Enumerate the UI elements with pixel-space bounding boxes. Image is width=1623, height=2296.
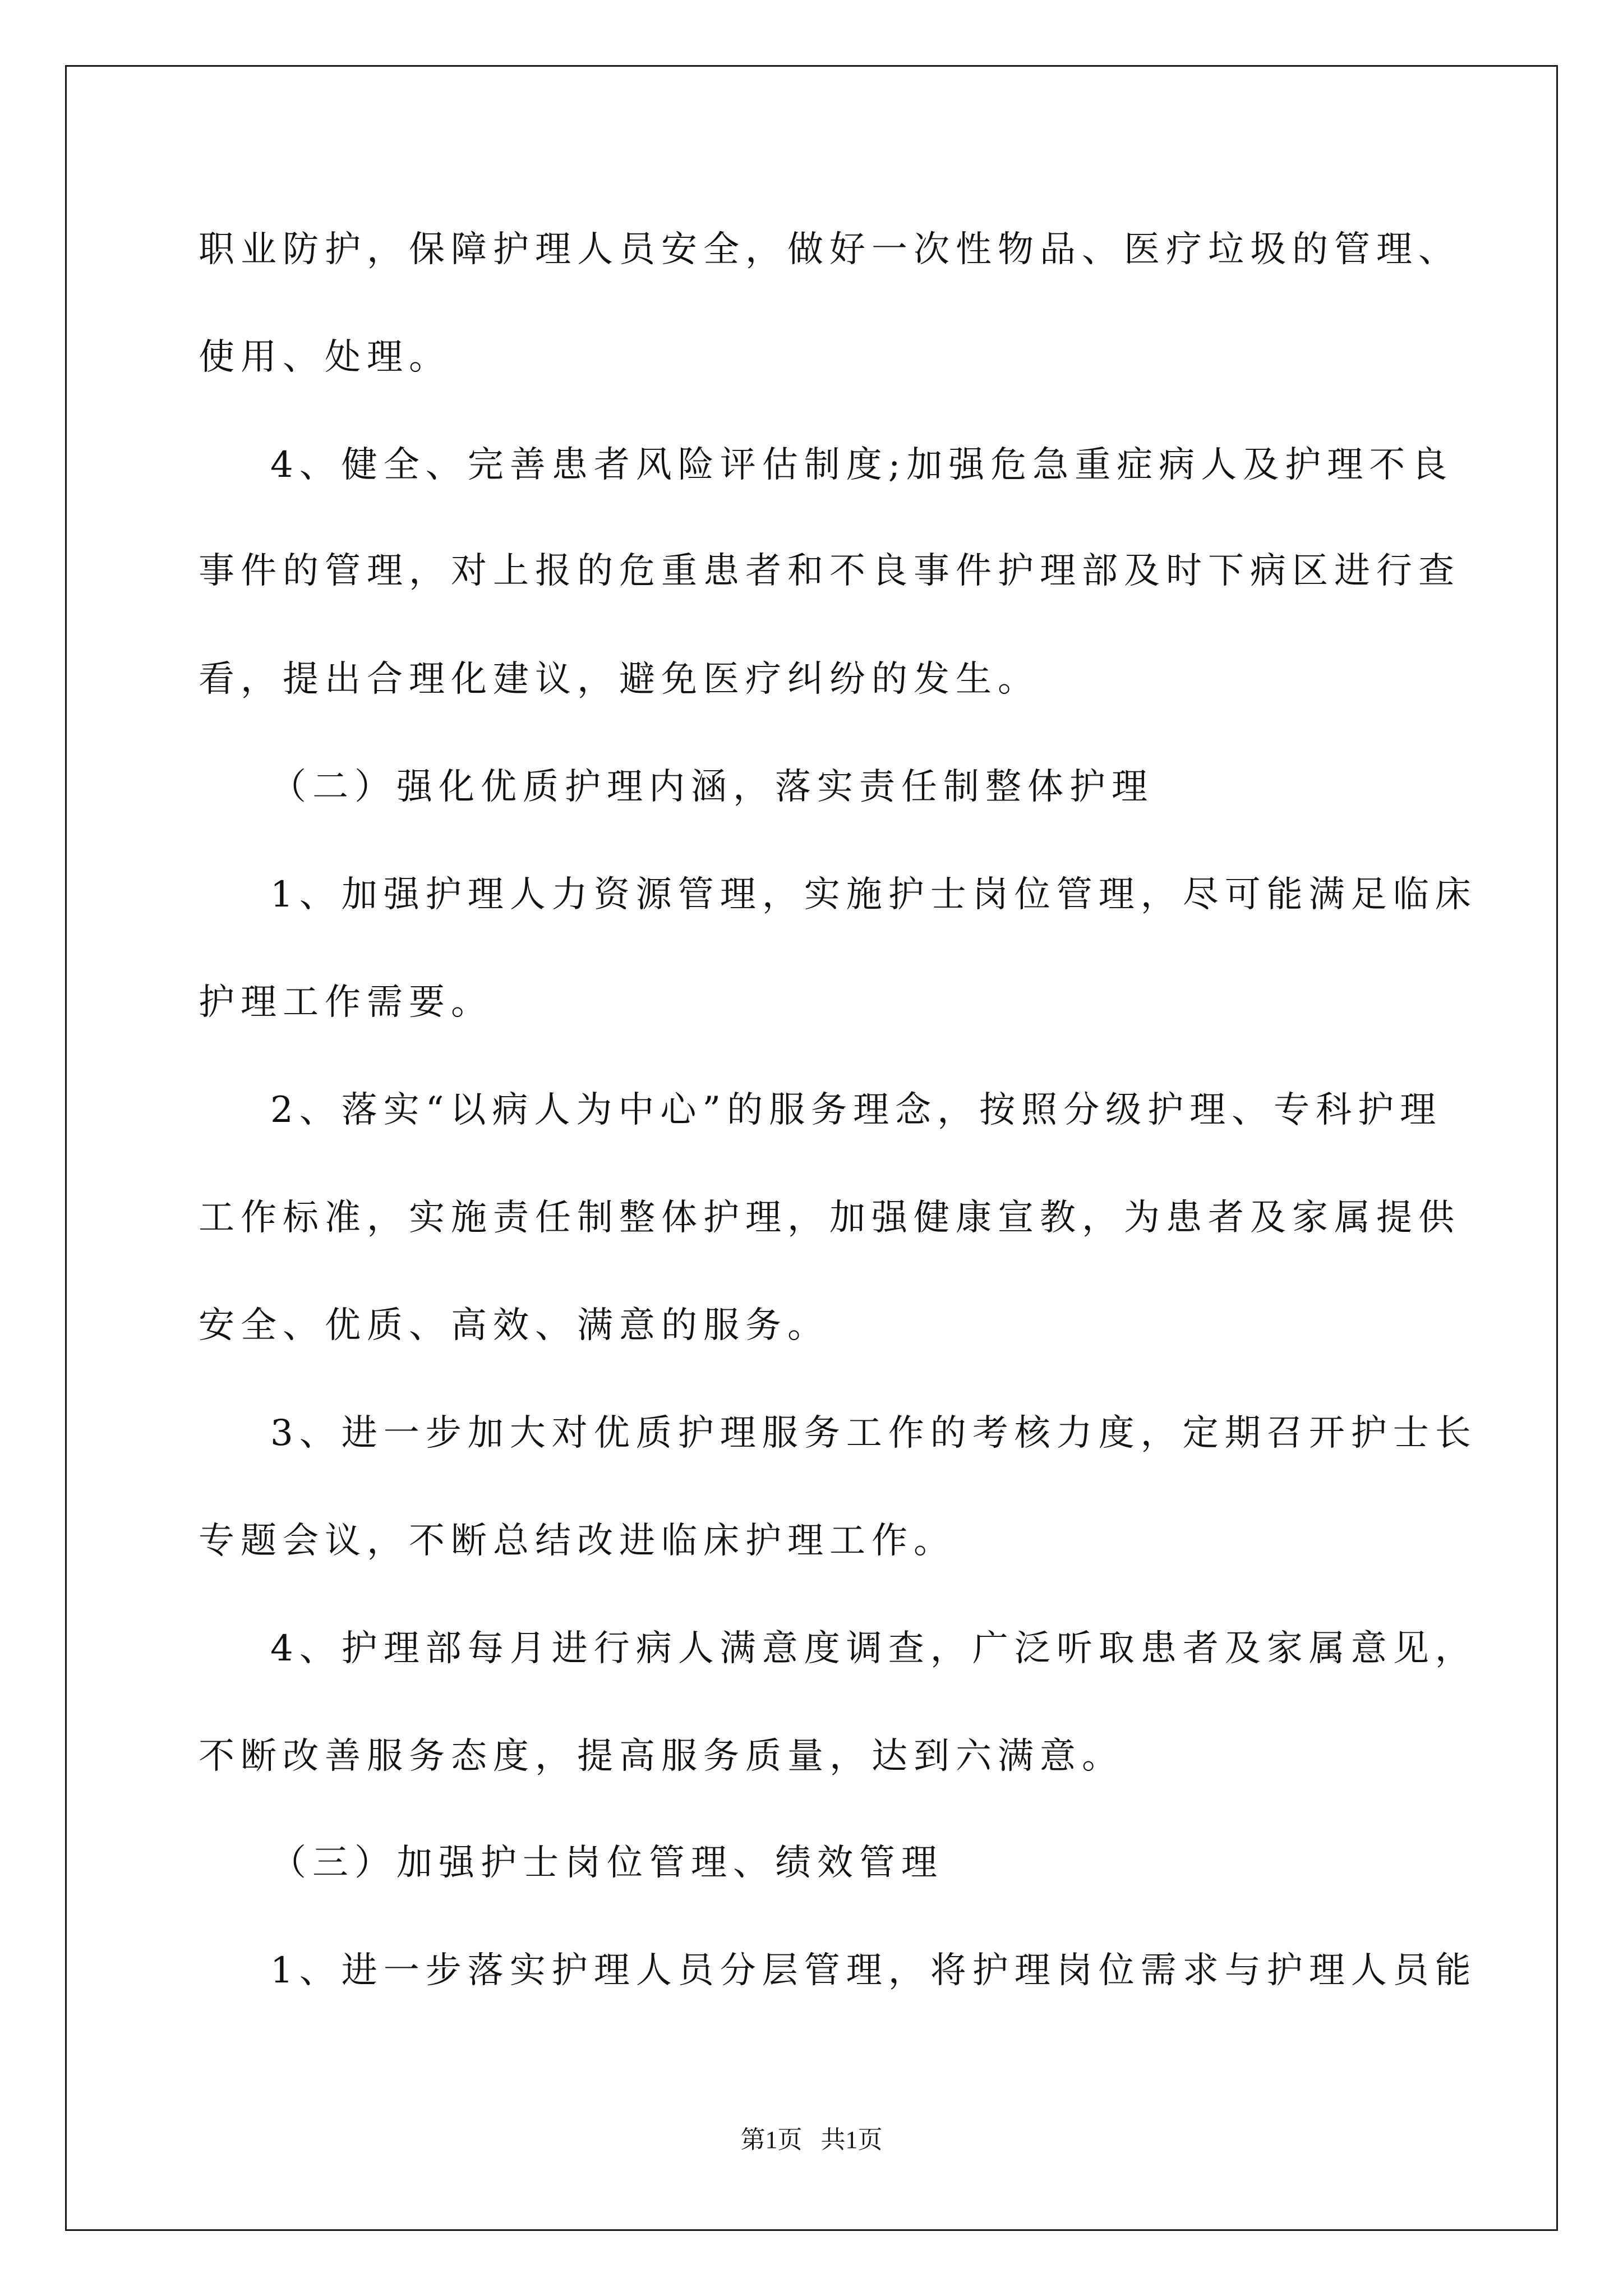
paragraph-line: 1、进一步落实护理人员分层管理，将护理岗位需求与护理人员能 bbox=[270, 1950, 1477, 1991]
paragraph-line: 职业防护，保障护理人员安全，做好一次性物品、医疗垃圾的管理、 bbox=[199, 229, 1460, 270]
paragraph-line: 专题会议，不断总结改进临床护理工作。 bbox=[199, 1520, 956, 1562]
paragraph-line: 工作标准，实施责任制整体护理，加强健康宣教，为患者及家属提供 bbox=[199, 1197, 1460, 1239]
paragraph-line: 护理工作需要。 bbox=[199, 982, 493, 1023]
section-heading: （三）加强护士岗位管理、绩效管理 bbox=[270, 1842, 943, 1884]
paragraph-line: 看，提出合理化建议，避免医疗纠纷的发生。 bbox=[199, 659, 1040, 700]
section-heading: （二）强化优质护理内涵，落实责任制整体护理 bbox=[270, 766, 1154, 808]
page-border bbox=[65, 65, 1558, 2231]
paragraph-line: 使用、处理。 bbox=[199, 337, 451, 378]
page-footer: 第1页 共1页 bbox=[740, 2126, 883, 2154]
paragraph-line: 不断改善服务态度，提高服务质量，达到六满意。 bbox=[199, 1736, 1124, 1777]
paragraph-line: 事件的管理，对上报的危重患者和不良事件护理部及时下病区进行查 bbox=[199, 550, 1460, 592]
paragraph-line: 4、健全、完善患者风险评估制度;加强危急重症病人及护理不良 bbox=[270, 444, 1454, 486]
paragraph-line: 3、进一步加大对优质护理服务工作的考核力度，定期召开护士长 bbox=[270, 1412, 1477, 1454]
paragraph-line: 4、护理部每月进行病人满意度调查，广泛听取患者及家属意见， bbox=[270, 1628, 1477, 1669]
paragraph-line: 安全、优质、高效、满意的服务。 bbox=[199, 1305, 829, 1346]
paragraph-line: 1、加强护理人力资源管理，实施护士岗位管理，尽可能满足临床 bbox=[270, 874, 1477, 915]
paragraph-line: 2、落实“以病人为中心”的服务理念，按照分级护理、专科护理 bbox=[270, 1089, 1442, 1131]
